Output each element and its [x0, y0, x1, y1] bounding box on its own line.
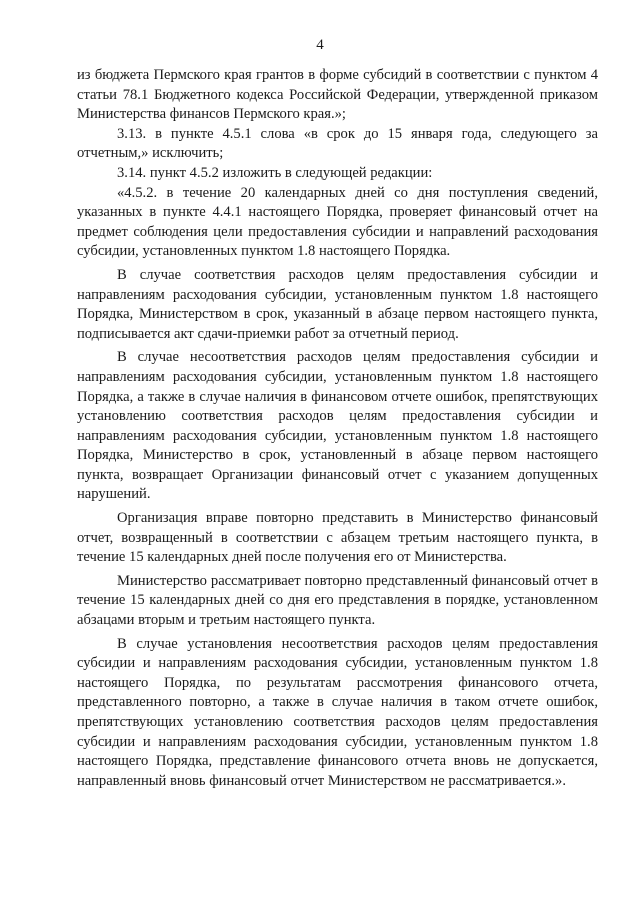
document-body — [77, 66, 598, 791]
paragraph-repeat-review: Министерство рассматривает повторно представленный финансовый отчет в течение 15 календарных дней со дня его представления в порядке, установленном абзацами вторым и третьим настоящего пункта. — [77, 572, 598, 629]
page-number: 4 — [316, 37, 324, 53]
paragraph-clause-4-5-2: «4.5.2. в течение 20 календарных дней со дня поступления сведений, указанных в пункте 4.4.1 настоящего Порядка, проверяет финансовый отчет на предмет соблюдения цели предоставления субсидии и направлений расходования субсидии, установленных пунктом 1.8 настоящего Порядка. — [77, 184, 598, 260]
paragraph-final-rejection: В случае установления несоответствия расходов целям предоставления субсидии и направлениям расходования субсидии, установленным пунктом 1.8 настоящего Порядка, по результатам рассмотрения финансового отчета, представленного повторно, а также в случае наличия в таком отчете ошибок, препятствующих установлению соответствия расходов целям предоставления субсидии и направлениям расходования субсидии, установленным пунктом 1.8 настоящего Порядка, представление финансового отчета вновь не допускается, направленный вновь финансовый отчет Министерством не рассматривается.». — [77, 635, 598, 789]
paragraph-continuation: из бюджета Пермского края грантов в форме субсидий в соответствии с пунктом 4 статьи 78.1 Бюджетного кодекса Российской Федерации, утвержденной приказом Министерства финансов Пермского края.»; — [77, 67, 598, 123]
paragraph-item-3-13: 3.13. в пункте 4.5.1 слова «в срок до 15 января года, следующего за отчетным,» исключить; — [77, 125, 598, 162]
paragraph-item-3-14: 3.14. пункт 4.5.2 изложить в следующей редакции: — [117, 164, 433, 181]
paragraph-noncompliance-case: В случае несоответствия расходов целям предоставления субсидии и направлениям расходования субсидии, установленным пунктом 1.8 настоящего Порядка, а также в случае наличия в финансовом отчете ошибок, препятствующих установлению соответствия расходов целям предоставления субсидии и направлениям расходования субсидии, установленным пунктом 1.8 настоящего Порядка, Министерство в срок, установленный в абзаце первом настоящего пункта, возвращает Организации финансовый отчет с указанием допущенных нарушений. — [77, 349, 598, 503]
paragraph-compliance-case: В случае соответствия расходов целям предоставления субсидии и направлениям расходования субсидии, установленным пунктом 1.8 настоящего Порядка, Министерством в срок, указанный в абзаце первом настоящего пункта, подписывается акт сдачи-приемки работ за отчетный период. — [77, 266, 598, 342]
paragraph-resubmission-right: Организация вправе повторно представить в Министерство финансовый отчет, возвращенный в соответствии с абзацем третьим настоящего пункта, в течение 15 календарных дней после получения его от Министерства. — [77, 510, 598, 566]
